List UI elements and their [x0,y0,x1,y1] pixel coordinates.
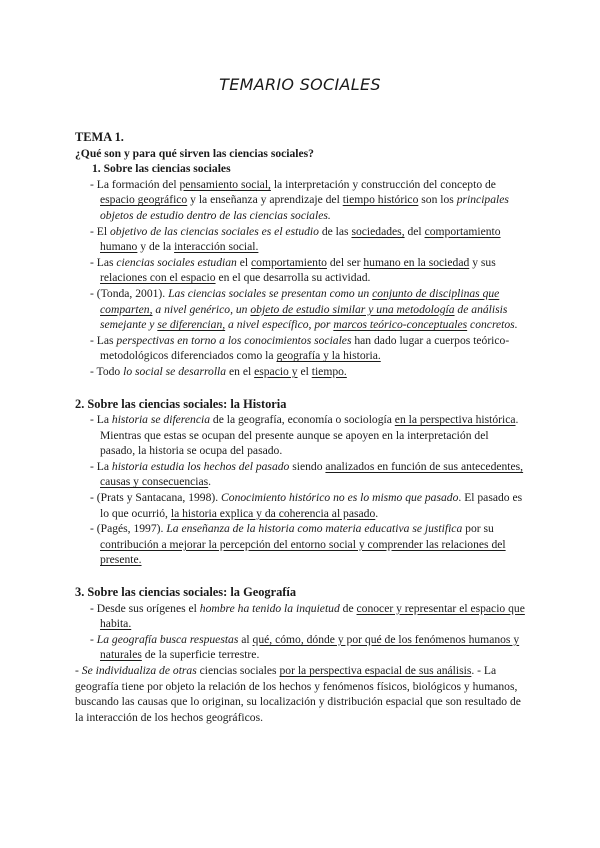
s2-bullet-3: - (Prats y Santacana, 1998). Conocimiento histórico no es lo mismo que pasado. El pasado es lo que ocurrió, la historia explica y da coherencia al pasado. [90,491,523,520]
s1-bullet-1: - La formación del pensamiento social, la interpretación y construcción del concepto de espacio geográfico y la enseñanza y aprendizaje del tiempo histórico son los principales objetos de estudio dentro de las ciencias sociales. [90,177,509,222]
s1-bullet-5: - Las perspectivas en torno a los conocimientos sociales han dado lugar a cuerpos teórico-metodológicos diferenciados como la geografía y la historia. [90,333,510,363]
s1-bullet-6: - Todo lo social se desarrolla en el espacio y el tiempo. [90,364,347,378]
s3-bullet-3: - Se individualiza de otras ciencias sociales por la perspectiva espacial de sus análisis. - La geografía tiene por objeto la relación de los hechos y fenómenos físicos, biológicos y humanos, buscando las causas que lo originan, su localización y distribución espacial que son resultado de la interacción de los hechos geográficos. [75,664,521,724]
s1-bullet-3: - Las ciencias sociales estudian el comportamiento del ser humano en la sociedad y sus relaciones con el espacio en el que desarrolla su actividad. [90,255,496,285]
document-title: TEMARIO SOCIALES [219,75,381,94]
tema-heading: TEMA 1. [75,130,124,144]
section-1-heading: 1. Sobre las ciencias sociales [92,162,231,176]
question-heading: ¿Qué son y para qué sirven las ciencias sociales? [75,146,314,160]
s1-bullet-4: - (Tonda, 2001). Las ciencias sociales se presentan como un conjunto de disciplinas que comparten, a nivel genérico, un objeto de estudio similar y una metodología de análisis semejante y se diferencian, a nivel específico, por marcos teórico-conceptuales concretos. [90,286,518,332]
document-body [75,128,525,725]
spacer [75,380,525,395]
s2-bullet-1: - La historia se diferencia de la geografía, economía o sociología en la perspectiva histórica. Mientras que estas se ocupan del presente aunque se apoyen en la interpretación del pasado, la historia se ocupa del pasado. [90,413,519,458]
s2-bullet-4: - (Pagés, 1997). La enseñanza de la historia como materia educativa se justifica por su contribución a mejorar la percepción del entorno social y comprender las relaciones del presente. [90,522,506,567]
s3-bullet-1: - Desde sus orígenes el hombre ha tenido la inquietud de conocer y representar el espacio que habita. [90,601,525,631]
s3-bullet-2: - La geografía busca respuestas al qué, cómo, dónde y por qué de los fenómenos humanos y naturales de la superficie terrestre. [90,632,520,662]
s1-bullet-2: - El objetivo de las ciencias sociales es el estudio de las sociedades, del comportamiento humano y de la interacción social. [90,224,501,254]
section-2-heading: 2. Sobre las ciencias sociales: la Historia [75,396,287,411]
s2-bullet-2: - La historia estudia los hechos del pasado siendo analizados en función de sus antecedentes, causas y consecuencias. [90,459,524,489]
spacer [75,568,525,583]
section-3-heading: 3. Sobre las ciencias sociales: la Geografía [75,585,297,600]
